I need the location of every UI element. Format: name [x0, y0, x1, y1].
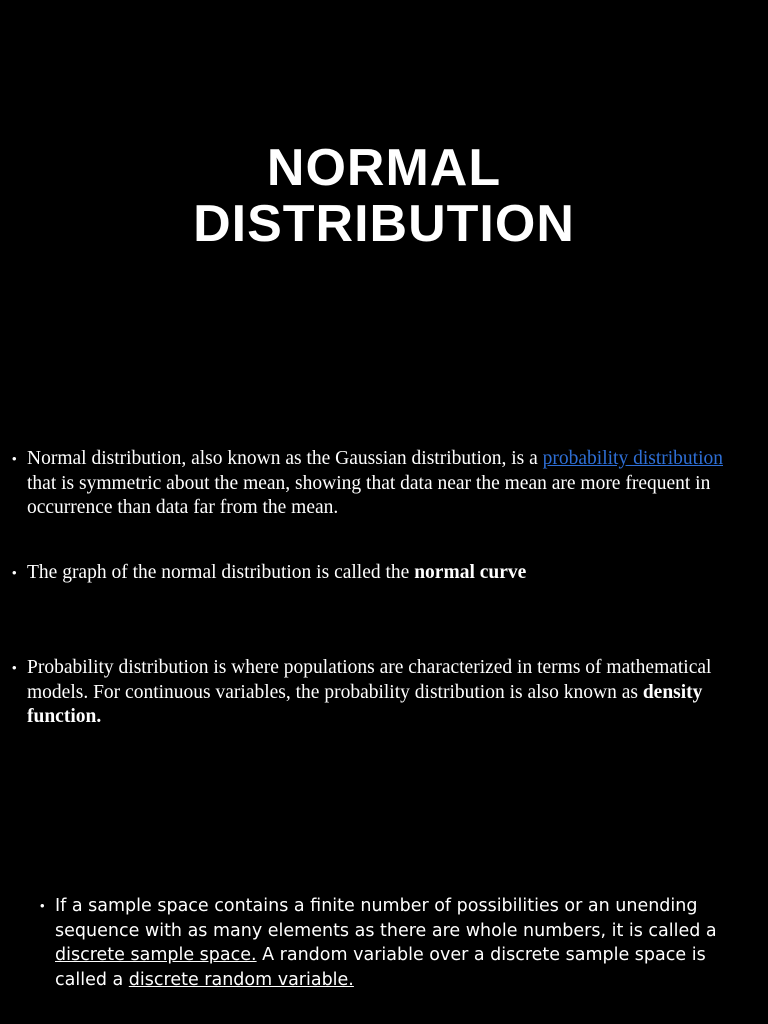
bullet-discrete-sample-space: [40, 894, 750, 992]
bullet-probability-distribution: [12, 656, 752, 730]
bullet-text: [27, 561, 752, 586]
bullet-text: [27, 447, 752, 521]
bullet-text-pre: Normal distribution, also known as the Gaussian distribution, is a: [27, 448, 543, 469]
bullet-text: [27, 656, 752, 730]
bullet-text-pre: Probability distribution is where populations are characterized in terms of mathematical models. For continuous variables, the probability distribution is also known as: [27, 657, 712, 703]
bullet-text-post: that is symmetric about the mean, showing that data near the mean are more frequent in occurrence than data far from the mean.: [27, 472, 711, 518]
slide-title: [0, 140, 768, 252]
title-line-2: DISTRIBUTION: [193, 195, 575, 253]
bullet-dot-icon: •: [12, 565, 17, 580]
discrete-sample-space-term: discrete sample space.: [55, 945, 257, 965]
bullet-normal-distribution-definition: [12, 447, 752, 521]
probability-distribution-link[interactable]: probability distribution: [542, 448, 723, 469]
bullet-normal-curve: [12, 561, 752, 586]
title-line-1: NORMAL: [266, 139, 502, 197]
bullet-dot-icon: •: [40, 898, 45, 913]
bullet-text-pre: If a sample space contains a finite number of possibilities or an unending sequence with as many elements as there are whole numbers, it is called a: [55, 896, 717, 941]
bullet-text: [55, 894, 750, 992]
bullet-dot-icon: •: [12, 451, 17, 466]
bullet-text-pre: The graph of the normal distribution is called the: [27, 562, 415, 583]
density-function-term: density function.: [27, 681, 703, 727]
bullet-text-mid: A random variable over a discrete sample space is called a: [55, 945, 706, 990]
discrete-random-variable-term: discrete random variable.: [128, 969, 354, 990]
bullet-dot-icon: •: [12, 660, 17, 675]
normal-curve-term: normal curve: [414, 562, 527, 583]
